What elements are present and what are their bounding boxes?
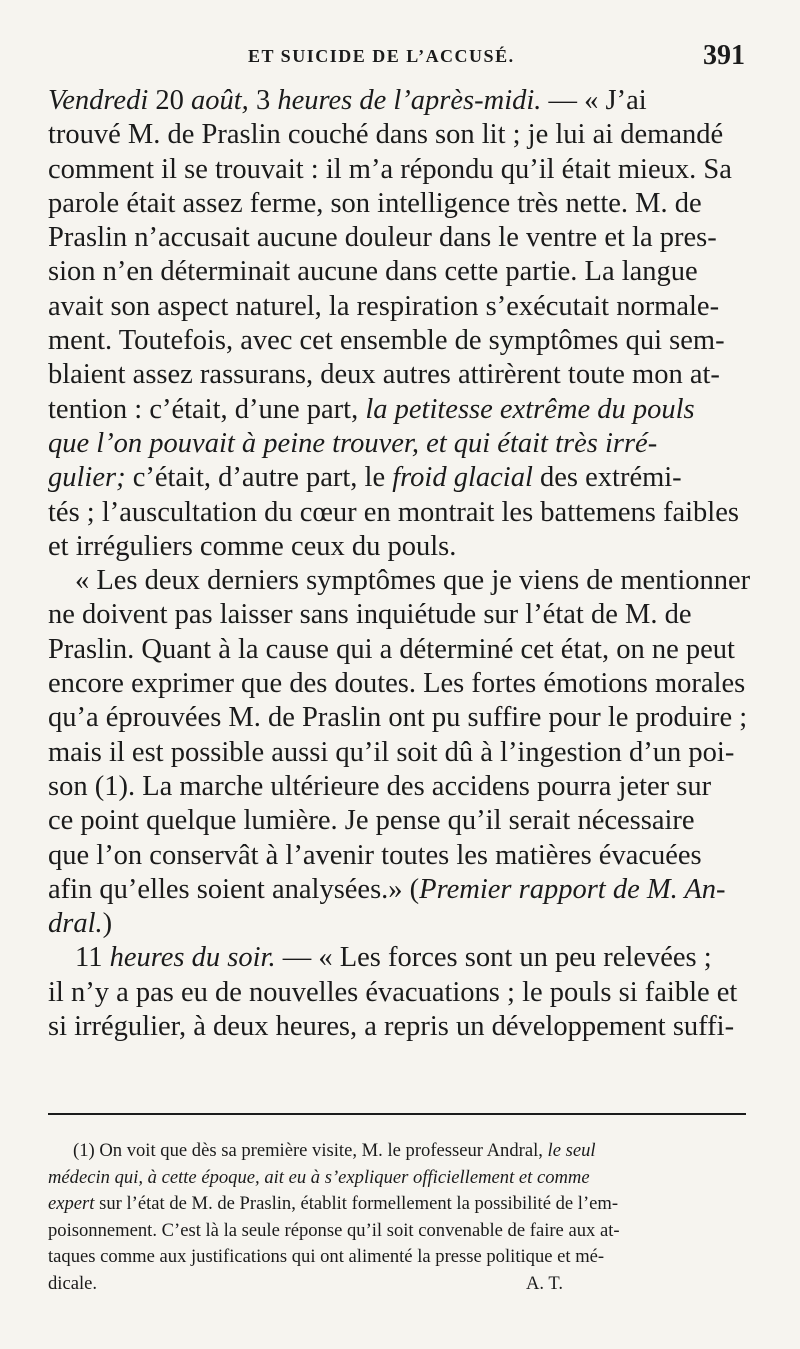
body-text: blaient assez rassurans, deux autres attirèrent toute mon at- [48,359,720,391]
body-line [48,187,755,221]
body-text: sion n’en déterminait aucune dans cette partie. La langue [48,256,698,288]
footnote-text: médecin qui, à cette époque, ait eu à s’expliquer officiellement et comme [48,1166,590,1188]
body-text: tention : c’était, d’une part, [48,393,366,425]
running-title: ET SUICIDE DE L’ACCUSÉ. [248,46,515,66]
body-line [48,324,755,358]
body-text: froid glacial [392,462,533,494]
body-text: si irrégulier, à deux heures, a repris un développement suffi- [48,1011,735,1043]
body-text: parole était assez ferme, son intelligence très nette. M. de [48,187,702,219]
body-line [48,701,755,735]
body-line [48,667,755,701]
body-line [48,255,755,289]
body-text: Praslin n’accusait aucune douleur dans le ventre et la pres- [48,222,717,254]
footnote-text: taques comme aux justifications qui ont alimenté la presse politique et mé- [48,1246,605,1268]
body-text: ne doivent pas laisser sans inquiétude sur l’état de M. de [48,599,692,631]
footnote-text: dicale. [48,1272,98,1294]
body-line [48,461,755,495]
body-text: que l’on conservât à l’avenir toutes les matières évacuées [48,839,702,871]
footnote-signature: A. T. [525,1272,563,1294]
body-line [48,633,755,667]
body-line [48,118,755,152]
body-line [48,393,755,427]
body-line [48,907,755,941]
body-line [48,358,755,392]
body-text: « Les deux derniers symptômes que je viens de mentionner [75,565,751,597]
body-text: qu’a éprouvées M. de Praslin ont pu suffire pour le produire ; [48,702,748,734]
body-text: Premier rapport de M. An- [419,873,726,905]
body-text: Praslin. Quant à la cause qui a déterminé cet état, on ne peut [48,633,735,665]
body-text: ) [102,908,113,940]
body-text: — « J’ai [541,85,647,116]
body-line [48,84,755,118]
body-text: tés ; l’auscultation du cœur en montrait les battemens faibles [48,496,739,528]
body-text: ce point quelque lumière. Je pense qu’il serait nécessaire [48,805,695,837]
body-line [48,290,755,324]
body-text: — « Les forces sont un peu relevées ; [275,942,712,974]
footnote-text: sur l’état de M. de Praslin, établit formellement la possibilité de l’em- [94,1193,619,1215]
body-text: 3 [248,85,278,116]
footnote-text: expert [48,1193,95,1215]
footnote-line [48,1165,758,1192]
body-line [48,598,755,632]
body-line [48,736,755,770]
body-text: des extrémi- [532,462,682,494]
footnote-text: le seul [547,1140,596,1161]
body-text: c’était, d’autre part, le [125,462,393,494]
body-text: gulier; [48,462,126,494]
body-line [48,530,755,564]
page-header [0,40,800,80]
body-line [48,153,755,187]
body-line [48,873,755,907]
body-text: 20 [148,85,192,116]
body-text: trouvé M. de Praslin couché dans son lit ; je lui ai demandé [48,119,724,151]
body-line [48,221,755,255]
footnote-line [48,1218,758,1245]
footnote-line [48,1191,758,1218]
body-line [48,1010,755,1044]
body-text: août, [191,85,249,116]
footnote-text: (1) On voit que dès sa première visite, M. le professeur Andral, [73,1140,548,1161]
body-text: heures de l’après-midi. [277,85,542,116]
body-line [48,839,755,873]
body-line [48,564,755,598]
body-text: avait son aspect naturel, la respiration s’exécutait normale- [48,290,720,322]
body-text: et irréguliers comme ceux du pouls. [48,530,457,562]
body-text: la petitesse extrême du pouls [365,393,695,425]
body-text: il n’y a pas eu de nouvelles évacuations ; le pouls si faible et [48,976,738,1008]
footnote-line [48,1271,758,1298]
body-line [48,770,755,804]
body-line [48,804,755,838]
body-line [48,496,755,530]
body-text: 11 [75,942,110,974]
footnote-line [48,1244,758,1271]
footnote-line [48,1138,758,1165]
body-line [48,427,755,461]
footnote [48,1138,758,1298]
body-text: dral. [48,908,103,940]
body-text: son (1). La marche ultérieure des accidens pourra jeter sur [48,770,712,802]
body-text: mais il est possible aussi qu’il soit dû à l’ingestion d’un poi- [48,736,735,768]
body-text: comment il se trouvait : il m’a répondu qu’il était mieux. Sa [48,153,732,185]
body-text [48,84,755,1044]
page-number: 391 [703,40,745,71]
body-line [48,941,755,975]
body-line [48,976,755,1010]
body-text: Vendredi [48,85,149,116]
footnote-text: poisonnement. C’est là la seule réponse qu’il soit convenable de faire aux at- [48,1219,620,1241]
body-text: afin qu’elles soient analysées.» ( [48,873,420,905]
body-text: ment. Toutefois, avec cet ensemble de symptômes qui sem- [48,325,725,357]
footnote-separator [48,1113,746,1115]
body-text: que l’on pouvait à peine trouver, et qui était très irré- [48,427,658,459]
body-text: heures du soir. [109,942,276,974]
body-text: encore exprimer que des doutes. Les fortes émotions morales [48,668,746,700]
